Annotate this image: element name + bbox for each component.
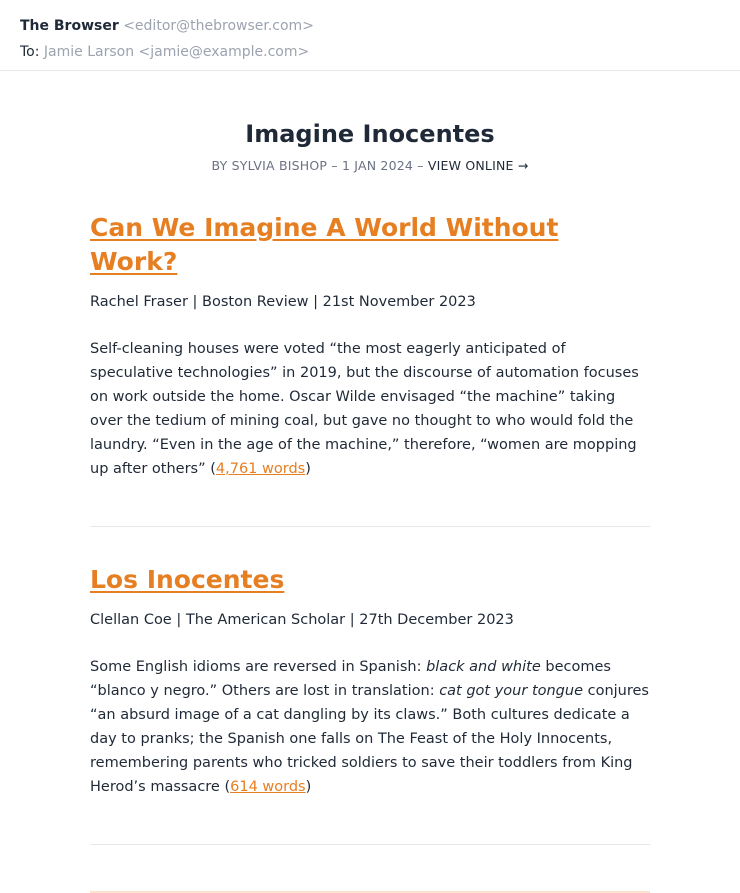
article-meta: Clellan Coe | The American Scholar | 27th December 2023 <box>90 612 514 628</box>
article-item <box>90 173 650 527</box>
byline-separator: – <box>417 158 424 173</box>
divider <box>90 844 650 845</box>
email-header <box>0 0 740 71</box>
byline-date: 1 JAN 2024 <box>341 158 414 173</box>
article-summary <box>90 337 650 481</box>
sender-name: The Browser <box>20 18 119 34</box>
byline-separator: – <box>331 158 338 173</box>
article-item <box>90 527 650 845</box>
article-title-link[interactable]: Los Inocentes <box>90 565 285 594</box>
summary-close: ) <box>305 779 312 795</box>
word-count-link[interactable]: 614 words <box>230 779 306 795</box>
view-online-link[interactable]: VIEW ONLINE → <box>427 158 529 173</box>
summary-text: becomes “blanco y negro.” Others are lost in translation: <box>90 659 611 699</box>
summary-close: ) <box>305 461 311 477</box>
summary-emphasis: cat got your tongue <box>439 683 583 699</box>
article-title-link[interactable]: Can We Imagine A World Without Work? <box>90 213 559 276</box>
from-line <box>20 13 720 39</box>
recipient: Jamie Larson <jamie@example.com> <box>43 44 310 60</box>
summary-emphasis: black and white <box>426 659 541 675</box>
summary-text: Some English idioms are reversed in Spanish: <box>90 659 427 675</box>
newsletter-title: Imagine Inocentes <box>245 120 495 148</box>
newsletter-body <box>90 119 650 893</box>
to-label: To: <box>20 44 40 60</box>
to-line <box>20 39 720 65</box>
byline-author: BY SYLVIA BISHOP <box>211 158 328 173</box>
summary-text: conjures “an absurd image of a cat dangling by its claws.” Both cultures dedicate a day to pranks; the Spanish one falls on The Feast of the Holy Innocents, remembering parents who tricked soldiers to save their toddlers from King Herod’s massacre ( <box>90 683 649 795</box>
article-summary <box>90 655 650 799</box>
sender-email: <editor@thebrowser.com> <box>123 18 314 34</box>
byline <box>90 158 650 173</box>
word-count-link[interactable]: 4,761 words <box>215 461 306 477</box>
summary-text: Self-cleaning houses were voted “the most eagerly anticipated of speculative technologies” in 2019, but the discourse of automation focuses on work outside the home. Oscar Wilde envisaged “the machine” taking over the tedium of mining coal, but gave no thought to who would fold the laundry. “Even in the age of the machine,” therefore, “women are mopping up after others” ( <box>90 341 639 477</box>
article-meta: Rachel Fraser | Boston Review | 21st November 2023 <box>90 294 476 310</box>
